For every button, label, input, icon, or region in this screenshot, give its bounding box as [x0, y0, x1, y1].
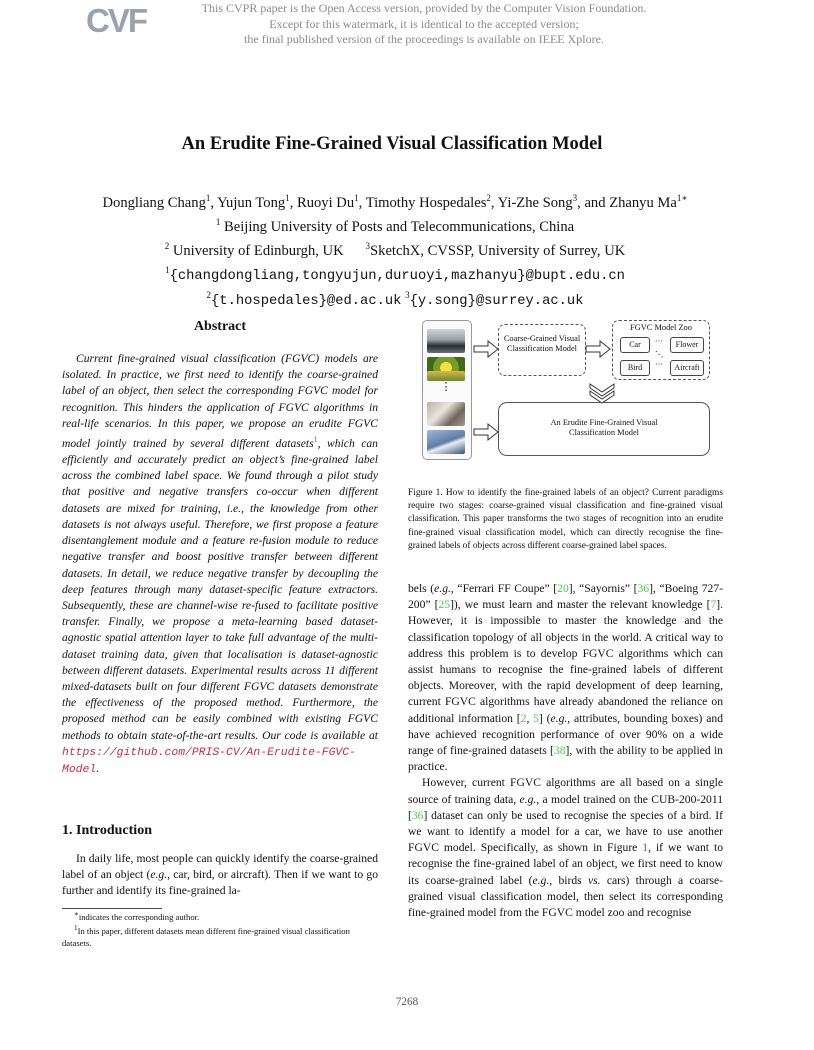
watermark-line-3: the final published version of the proceedings is available on IEEE Xplore.: [244, 32, 604, 46]
footnote-datasets: $^1$In this paper, different datasets mean different fine-grained visual classification datasets.: [62, 924, 350, 948]
zoo-hdots: ···: [654, 360, 664, 369]
footnotes: [62, 909, 378, 950]
erudite-model-box: An Erudite Fine-Grained Visual Classification Model: [498, 402, 710, 456]
author-affil: 1: [354, 193, 359, 203]
citation-link[interactable]: 38: [553, 744, 566, 758]
author-name: Yi-Zhe Song: [497, 194, 573, 211]
figure-1: [408, 312, 724, 472]
citation-link[interactable]: 20: [557, 582, 569, 595]
affiliation-1: $^1$ Beijing University of Posts and Telecommunications, China: [215, 217, 575, 235]
citation-link[interactable]: 7: [710, 598, 717, 612]
citation-link[interactable]: 36: [411, 808, 424, 822]
footnote-corresponding: ∗indicates the corresponding author.: [74, 910, 200, 922]
citation-link[interactable]: 2: [520, 711, 527, 725]
emails-line-2: $^2${t.hospedales}@ed.ac.uk $^3${y.song}@surrey.ac.uk: [206, 290, 584, 310]
zoo-aircraft-model: Aircraft: [670, 360, 704, 376]
right-column-body: [408, 581, 723, 921]
section-heading-introduction: 1. Introduction: [62, 823, 152, 838]
code-url-link[interactable]: https://github.com/PRIS-CV/An-Erudite-FGVC-Model: [62, 746, 356, 776]
introduction-body: In daily life, most people can quickly identify the coarse-grained label of an object (e.g., car, bird, or aircraft). Then if we want to go further and identify its fine-grained la-: [62, 852, 378, 898]
author-name: Timothy Hospedales: [365, 194, 487, 211]
zoo-car-model: Car: [620, 337, 650, 353]
coarse-grained-model-box: Coarse-Grained Visual Classification Model: [498, 324, 586, 376]
arrow-to-coarse-model: [474, 341, 498, 357]
paragraph: However, current FGVC algorithms are all based on a single source of training data, e.g., a model trained on the CUB-200-2011 [36] dataset can only be used to recognise the species of a bird. If we want to identify a model for a car, we have to use another FGVC model. Specifically, as shown in Figure 1, if we want to recognise the fine-grained label of an object, we first need to know its coarse-grained label (e.g., birds vs. cars) through a coarse-grained visual classification model, then select its corresponding fine-grained model from the FGVC model zoo and recognise: [408, 776, 724, 920]
citation-link[interactable]: 36: [637, 582, 650, 595]
abstract-heading: Abstract: [193, 319, 247, 334]
author-name: Yujun Tong: [217, 194, 286, 211]
arrow-to-model-zoo: [586, 341, 610, 357]
citation-link[interactable]: 5: [533, 711, 539, 725]
watermark-line-1: This CVPR paper is the Open Access version, provided by the Computer Vision Foundation.: [201, 1, 647, 15]
author-list: Dongliang Chang$^1$, Yujun Tong$^1$, Ruoyi Du$^1$, Timothy Hospedales$^2$, Yi-Zhe Song$^3$, and Zhanyu $Ma^{1∗}$: [102, 193, 688, 211]
figure-ref-link[interactable]: 1: [642, 841, 649, 855]
arrow-to-erudite-model: [474, 424, 498, 440]
footnote-ref[interactable]: 1: [313, 435, 318, 445]
vdots-icon: ⋮: [440, 381, 452, 393]
emails-line-1: $^1${changdongliang,tongyujun,duruoyi,mazhanyu}@bupt.edu.cn: [165, 265, 625, 285]
author-affil: 1: [285, 193, 290, 203]
zoo-flower-model: Flower: [670, 337, 704, 353]
paper-title: An Erudite Fine-Grained Visual Classification Model: [181, 134, 603, 154]
zoo-ddots: ⋱: [654, 350, 664, 359]
citation-link[interactable]: 25: [438, 598, 451, 612]
author-affil: 1∗: [676, 193, 688, 203]
zoo-bird-model: Bird: [620, 360, 650, 376]
author-name: Ruoyi Du: [296, 194, 355, 211]
paragraph: bels (e.g., “Ferrari FF Coupe” [20], “Sayornis” [36], “Boeing 727-200” [25]), we must learn and master the relevant knowledge [7]. However, it is impossible to master the knowledge and the classification topology of all objects in the world. A critical way to address this problem is to develop FGVC algorithms which can assist humans to recognise the fine-grained labels of different objects. Moreover, with the rapid development of deep learning, current FGVC algorithms have already abandoned the reliance on additional information [2, 5] (e.g., attributes, bounding boxes) and have achieved recognition performance of over 90% on a wide range of fine-grained datasets [38], with the ability to be applied in practice.: [408, 582, 724, 774]
author-affil: 3: [572, 193, 578, 203]
author-name: Dongliang Chang: [102, 194, 206, 211]
zoo-hdots: ···: [654, 337, 664, 346]
cvf-logo: CVF: [86, 2, 146, 39]
page-number: 7268: [395, 996, 419, 1008]
figure-1-caption: Figure 1. How to identify the fine-grained labels of an object? Current paradigms require two stages: coarse-grained visual classification and fine-grained visual classification. This paper transforms the two stages of recognition into an erudite fine-grained visual classification model, which can directly recognise the fine-grained labels of objects across different coarse-grained label spaces.: [408, 488, 723, 551]
affiliation-2-3: $^2$ University of Edinburgh, UK $^3$SketchX, CVSSP, University of Surrey, UK: [164, 241, 626, 259]
watermark-line-2: Except for this watermark, it is identical to the accepted version;: [269, 16, 579, 31]
open-access-watermark: [150, 1, 698, 48]
author-block: [0, 189, 790, 311]
abstract-body: Current fine-grained visual classification (FGVC) models are isolated. In practice, we first need to identify the coarse-grained label of an object, then select the corresponding FGVC model for recognition. This hinders the application of FGVC algorithms in real-life scenarios. In this paper, we propose an erudite FGVC model jointly trained by several different datasets$^1$, which can efficiently and accurately predict an object’s fine-grained label across the combined label space. We found through a pilot study that positive and negative transfers co-occur when different datasets are mixed for training, i.e., the knowledge from other datasets is not always useful. Therefore, we first propose a feature disentanglement module and a feature re-fusion module to reduce negative transfer and boost positive transfer between different datasets. In detail, we reduce negative transfer by decoupling the deep features through many dataset-specific feature extractors. Subsequently, these are channel-wise re-fused to facilitate positive transfer. Finally, we propose a meta-learning based dataset-agnostic spatial attention layer to take full advantage of the multi-dataset training data, given that localisation is dataset-agnostic between different datasets. Experimental results across 11 different mixed-datasets built on four different FGVC datasets demonstrate the effectiveness of the proposed method. Furthermore, the proposed method can be easily combined with existing FGVC methods to obtain state-of-the-art results. Our code is available at https://github.com/PRIS-CV/An-Erudite-FGVC-Model.: [62, 352, 378, 776]
model-zoo-title: FGVC Model Zoo: [630, 323, 692, 332]
author-affil: 1: [205, 193, 211, 203]
author-affil: 2: [486, 193, 491, 203]
author-name: Zhanyu Ma: [609, 194, 677, 211]
